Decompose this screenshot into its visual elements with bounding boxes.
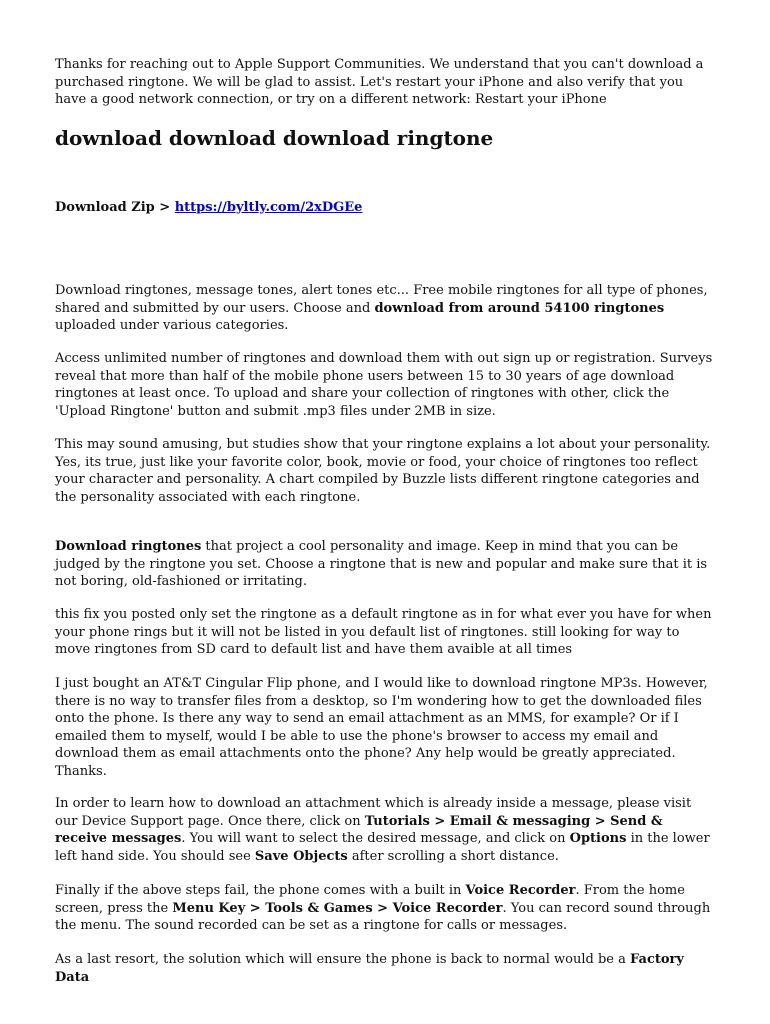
download-zip-label: Download Zip >: [55, 200, 175, 215]
p7-bold-1: Tutorials > Email & messaging > Send & receive messages: [55, 813, 663, 846]
paragraph-last-resort: [55, 951, 715, 986]
p4-bold: Download ringtones: [55, 539, 202, 554]
p1-text-before: Download ringtones, message tones, alert tones etc... Free mobile ringtones for all type of phones, shared and submitted by our users. Choose and: [55, 283, 708, 316]
p7-bold-3: Save Objects: [254, 848, 348, 864]
p8-text-2: . From the home screen, press the: [55, 883, 685, 916]
p7-text-4: after scrolling a short distance.: [347, 848, 559, 864]
p8-bold-1: Voice Recorder: [465, 883, 576, 898]
p8-text-1: Finally if the above steps fail, the phone comes with a built in: [55, 883, 466, 898]
paragraph-cool-personality: [55, 538, 715, 591]
paragraph-voice-recorder: [55, 882, 715, 935]
paragraph-ringtones-intro: [55, 282, 715, 335]
download-zip-link[interactable]: https://byltly.com/2xDGEe: [174, 200, 363, 215]
p7-bold-2: Options: [569, 831, 627, 846]
page-title: download download download ringtone: [55, 126, 494, 150]
paragraph-unlimited-access: Access unlimited number of ringtones and download them with out sign up or registration. Surveys reveal that more than half of the mobile phone users between 15 to 30 years of age download ringtones at least once. To upload and share your collection of ringtones with other, click the 'Upload Ringtone' button and submit .mp3 files under 2MB in size.: [55, 351, 713, 419]
paragraph-att-question: I just bought an AT&T Cingular Flip phone, and I would like to download ringtone MP3s. However, there is no way to transfer files from a desktop, so I'm wondering how to get the downloaded files onto the phone. Is there any way to send an email attachment as an MMS, for example? Or if I emailed them to myself, would I be able to use the phone's browser to access my email and download them as email attachments onto the phone? Any help would be greatly appreciated. Thanks.: [55, 676, 708, 779]
p8-bold-2: Menu Key > Tools & Games > Voice Recorder: [172, 900, 503, 916]
paragraph-default-ringtone-fix: this fix you posted only set the ringtone as a default ringtone as in for what ever you have for when your phone rings but it will not be listed in you default list of ringtones. still looking for way to move ringtones from SD card to default list and have them avaible at all times: [55, 607, 712, 657]
p9-text-1: As a last resort, the solution which will ensure the phone is back to normal would be a: [55, 952, 631, 967]
p7-text-3: in the lower left hand side. You should see: [55, 831, 710, 864]
p4-text-after: that project a cool personality and image. Keep in mind that you can be judged by the ringtone you set. Choose a ringtone that is new and popular and make sure that it is not boring, old-fashioned or irritating.: [55, 539, 708, 589]
paragraph-attachment-instructions: [55, 795, 715, 865]
paragraph-personality: This may sound amusing, but studies show that your ringtone explains a lot about your personality. Yes, its true, just like your favorite color, book, movie or food, your choice of ringtones too reflect your character and personality. A chart compiled by Buzzle lists different ringtone categories and the personality associated with each ringtone.: [55, 437, 711, 505]
p9-bold-1: Factory Data: [55, 952, 684, 985]
p7-text-2: . You will want to select the desired message, and click on: [181, 831, 570, 846]
p1-text-after: uploaded under various categories.: [55, 318, 289, 333]
p7-text-1: In order to learn how to download an attachment which is already inside a message, please visit our Device Support page. Once there, click on: [55, 796, 692, 829]
p1-bold: download from around 54100 ringtones: [374, 300, 665, 316]
p8-text-3: . You can record sound through the menu. The sound recorded can be set as a ringtone for calls or messages.: [55, 900, 711, 933]
intro-paragraph: Thanks for reaching out to Apple Support Communities. We understand that you can't download a purchased ringtone. We will be glad to assist. Let's restart your iPhone and also verify that you have a good network connection, or try on a different network: Restart your iPhone: [55, 57, 704, 107]
download-zip-line: [55, 199, 715, 217]
